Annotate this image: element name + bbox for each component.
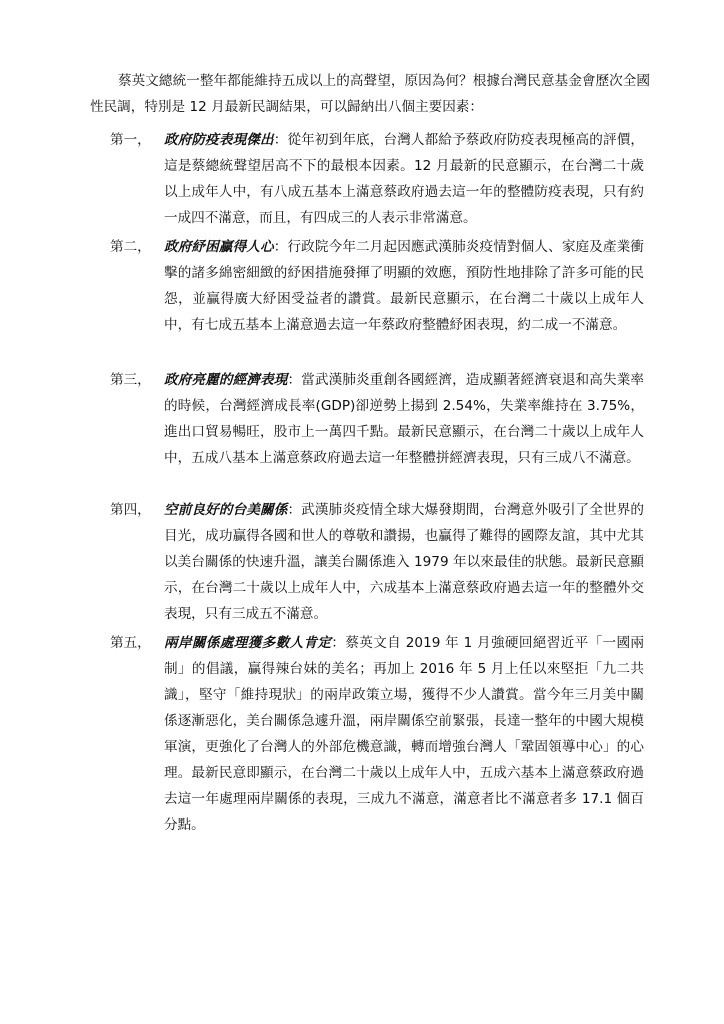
factor-title: 政府亮麗的經濟表現 (164, 372, 288, 388)
factor-item-5 (110, 630, 644, 838)
intro-paragraph: 蔡英文總統一整年都能維持五成以上的高聲望，原因為何？根據台灣民意基金會歷次全國性民調，特別是 12 月最新民調結果，可以歸納出八個主要因素： (90, 73, 650, 115)
factor-text: ：當武漢肺炎重創各國經濟，造成顯著經濟衰退和高失業率的時候，台灣經濟成長率(GDP)卻逆勢上揚到 2.54%，失業率維持在 3.75%，進出口貿易暢旺，股市上一萬四千點。最新民意顯示，在台灣二十歲以上成年人中，五成八基本上滿意蔡政府過去這一年整體拼經濟表現，只有三成八不滿意。 (164, 372, 645, 466)
factor-text: ：從年初到年底，台灣人都給予蔡政府防疫表現極高的評價，這是蔡總統聲望居高不下的最根本因素。12 月最新的民意顯示，在台灣二十歲以上成年人中，有八成五基本上滿意蔡政府過去這一年的整體防疫表現，只有約一成四不滿意，而且，有四成三的人表示非常滿意。 (164, 132, 645, 226)
factor-item-4 (110, 497, 644, 627)
factor-label: 第五， (110, 635, 151, 651)
factor-body (164, 630, 644, 838)
factor-text: ：蔡英文自 2019 年 1 月強硬回絕習近平「一國兩制」的倡議，贏得辣台妹的美名；再加上 2016 年 5 月上任以來堅拒「九二共識」，堅守「維持現狀」的兩岸政策立場，獲得不少人讚賞。當今年三月美中關係逐漸惡化，美台關係急遽升溫，兩岸關係空前緊張，長達一整年的中國大規模軍演，更強化了台灣人的外部危機意識，轉而增強台灣人「鞏固領導中心」的心理。最新民意即顯示，在台灣二十歲以上成年人中，五成六基本上滿意蔡政府過去這一年處理兩岸關係的表現，三成九不滿意，滿意者比不滿意者多 17.1 個百分點。 (164, 635, 645, 833)
factor-item-1 (110, 127, 644, 231)
factor-item-3 (110, 367, 644, 471)
factor-body (164, 497, 644, 627)
factor-label: 第一， (110, 132, 151, 148)
factor-label: 第四， (110, 502, 151, 518)
factor-label: 第二， (110, 239, 151, 255)
factor-title: 政府紓困贏得人心 (164, 239, 274, 255)
factor-title: 政府防疫表現傑出 (164, 132, 274, 148)
factor-title: 空前良好的台美關係 (164, 502, 288, 518)
factor-body (164, 367, 644, 471)
factor-item-2 (110, 234, 644, 338)
factor-body (164, 127, 644, 231)
factor-body (164, 234, 644, 338)
factor-text: ：武漢肺炎疫情全球大爆發期間，台灣意外吸引了全世界的目光，成功贏得各國和世人的尊敬和讚揚，也贏得了難得的國際友誼，其中尤其以美台關係的快速升溫，讓美台關係進入 1979 年以來最佳的狀態。最新民意顯示，在台灣二十歲以上成年人中，六成基本上滿意蔡政府過去這一年的整體外交表現，只有三成五不滿意。 (164, 502, 645, 622)
factor-label: 第三， (110, 372, 151, 388)
factor-text: ：行政院今年二月起因應武漢肺炎疫情對個人、家庭及產業衝擊的諸多綿密細緻的紓困措施發揮了明顯的效應，預防性地排除了許多可能的民怨，並贏得廣大紓困受益者的讚賞。最新民意顯示，在台灣二十歲以上成年人中，有七成五基本上滿意過去這一年蔡政府整體紓困表現，約二成一不滿意。 (164, 239, 645, 333)
factor-title: 兩岸關係處理獲多數人肯定 (164, 635, 332, 651)
